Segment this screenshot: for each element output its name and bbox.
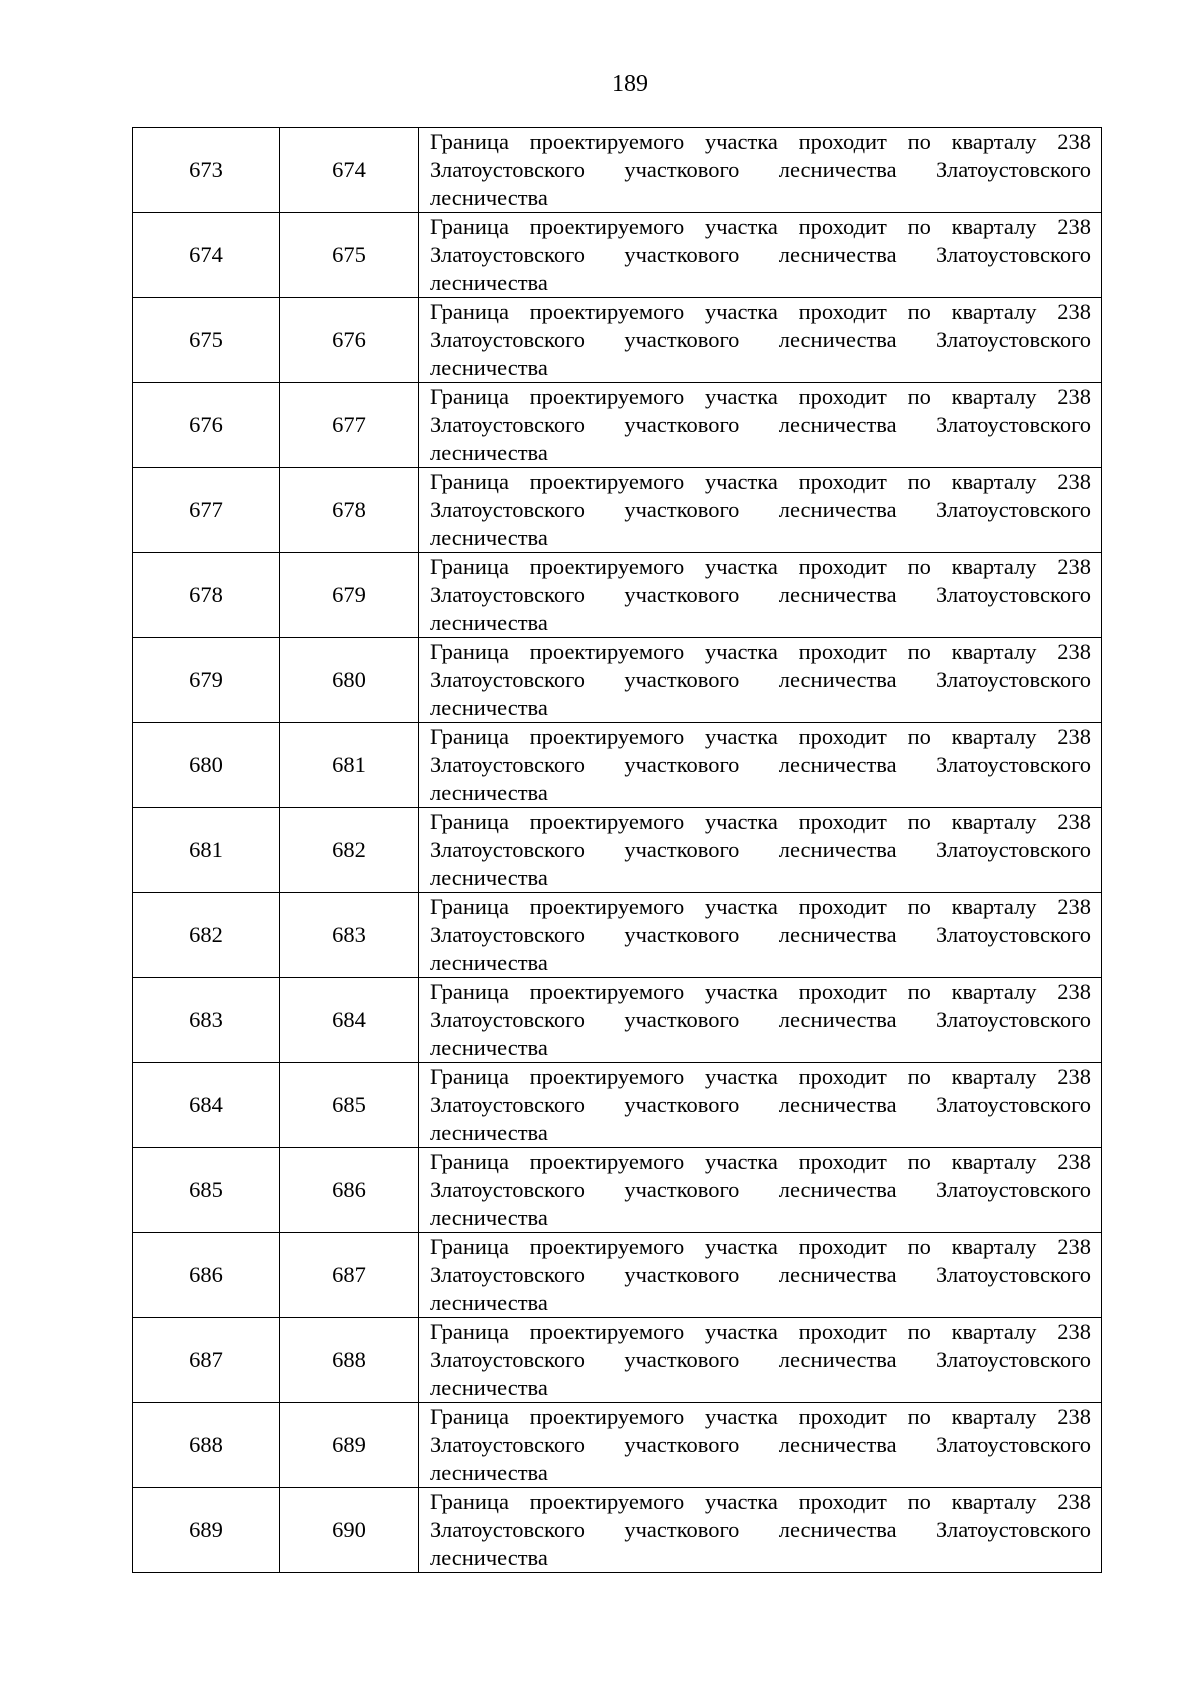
to-point-cell: 687	[280, 1233, 419, 1318]
to-point-cell: 686	[280, 1148, 419, 1233]
to-point-cell: 689	[280, 1403, 419, 1488]
from-point-cell: 673	[133, 128, 280, 213]
description-cell: Граница проектируемого участка проходит по кварталу 238 Златоустовского участкового лесничества Златоустовского лесничества	[419, 128, 1102, 213]
to-point-cell: 679	[280, 553, 419, 638]
to-point-cell: 682	[280, 808, 419, 893]
to-point-cell: 681	[280, 723, 419, 808]
table-row	[133, 383, 1102, 468]
description-cell: Граница проектируемого участка проходит по кварталу 238 Златоустовского участкового лесничества Златоустовского лесничества	[419, 723, 1102, 808]
table-row	[133, 638, 1102, 723]
to-point-cell: 675	[280, 213, 419, 298]
table-row	[133, 1233, 1102, 1318]
description-cell: Граница проектируемого участка проходит по кварталу 238 Златоустовского участкового лесничества Златоустовского лесничества	[419, 213, 1102, 298]
to-point-cell: 683	[280, 893, 419, 978]
boundary-table	[132, 127, 1102, 1573]
description-cell: Граница проектируемого участка проходит по кварталу 238 Златоустовского участкового лесничества Златоустовского лесничества	[419, 1233, 1102, 1318]
page-number: 189	[612, 71, 648, 97]
from-point-cell: 688	[133, 1403, 280, 1488]
table-row	[133, 808, 1102, 893]
table-row	[133, 553, 1102, 638]
from-point-cell: 681	[133, 808, 280, 893]
from-point-cell: 684	[133, 1063, 280, 1148]
from-point-cell: 676	[133, 383, 280, 468]
to-point-cell: 690	[280, 1488, 419, 1573]
description-cell: Граница проектируемого участка проходит по кварталу 238 Златоустовского участкового лесничества Златоустовского лесничества	[419, 1148, 1102, 1233]
table-row	[133, 723, 1102, 808]
description-cell: Граница проектируемого участка проходит по кварталу 238 Златоустовского участкового лесничества Златоустовского лесничества	[419, 978, 1102, 1063]
from-point-cell: 689	[133, 1488, 280, 1573]
description-cell: Граница проектируемого участка проходит по кварталу 238 Златоустовского участкового лесничества Златоустовского лесничества	[419, 1403, 1102, 1488]
table-row	[133, 1488, 1102, 1573]
description-cell: Граница проектируемого участка проходит по кварталу 238 Златоустовского участкового лесничества Златоустовского лесничества	[419, 1318, 1102, 1403]
description-cell: Граница проектируемого участка проходит по кварталу 238 Златоустовского участкового лесничества Златоустовского лесничества	[419, 468, 1102, 553]
table-row	[133, 128, 1102, 213]
table-row	[133, 978, 1102, 1063]
table-row	[133, 1403, 1102, 1488]
to-point-cell: 677	[280, 383, 419, 468]
to-point-cell: 676	[280, 298, 419, 383]
to-point-cell: 678	[280, 468, 419, 553]
to-point-cell: 685	[280, 1063, 419, 1148]
description-cell: Граница проектируемого участка проходит по кварталу 238 Златоустовского участкового лесничества Златоустовского лесничества	[419, 383, 1102, 468]
description-cell: Граница проектируемого участка проходит по кварталу 238 Златоустовского участкового лесничества Златоустовского лесничества	[419, 298, 1102, 383]
from-point-cell: 675	[133, 298, 280, 383]
from-point-cell: 680	[133, 723, 280, 808]
table-row	[133, 468, 1102, 553]
table-row	[133, 298, 1102, 383]
description-cell: Граница проектируемого участка проходит по кварталу 238 Златоустовского участкового лесничества Златоустовского лесничества	[419, 638, 1102, 723]
to-point-cell: 688	[280, 1318, 419, 1403]
from-point-cell: 678	[133, 553, 280, 638]
table-row	[133, 213, 1102, 298]
description-cell: Граница проектируемого участка проходит по кварталу 238 Златоустовского участкового лесничества Златоустовского лесничества	[419, 808, 1102, 893]
table-row	[133, 1063, 1102, 1148]
to-point-cell: 674	[280, 128, 419, 213]
from-point-cell: 685	[133, 1148, 280, 1233]
table-row	[133, 893, 1102, 978]
description-cell: Граница проектируемого участка проходит по кварталу 238 Златоустовского участкового лесничества Златоустовского лесничества	[419, 1063, 1102, 1148]
from-point-cell: 679	[133, 638, 280, 723]
from-point-cell: 682	[133, 893, 280, 978]
table-row	[133, 1148, 1102, 1233]
from-point-cell: 677	[133, 468, 280, 553]
from-point-cell: 687	[133, 1318, 280, 1403]
from-point-cell: 686	[133, 1233, 280, 1318]
to-point-cell: 680	[280, 638, 419, 723]
description-cell: Граница проектируемого участка проходит по кварталу 238 Златоустовского участкового лесничества Златоустовского лесничества	[419, 553, 1102, 638]
table-row	[133, 1318, 1102, 1403]
from-point-cell: 683	[133, 978, 280, 1063]
description-cell: Граница проектируемого участка проходит по кварталу 238 Златоустовского участкового лесничества Златоустовского лесничества	[419, 893, 1102, 978]
to-point-cell: 684	[280, 978, 419, 1063]
description-cell: Граница проектируемого участка проходит по кварталу 238 Златоустовского участкового лесничества Златоустовского лесничества	[419, 1488, 1102, 1573]
from-point-cell: 674	[133, 213, 280, 298]
boundary-table-body	[133, 128, 1102, 1573]
